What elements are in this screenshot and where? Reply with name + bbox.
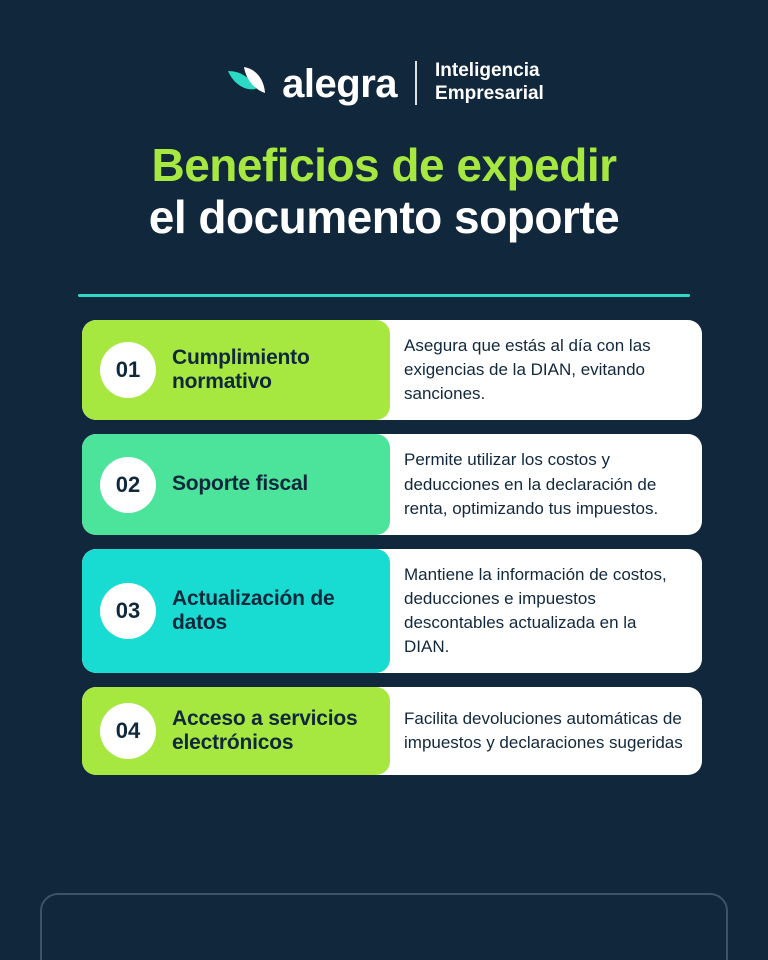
benefit-left-panel — [82, 434, 390, 534]
page-title — [0, 140, 768, 243]
benefit-right-panel — [390, 434, 702, 534]
list-item — [82, 687, 702, 775]
benefit-right-panel — [390, 687, 702, 775]
brand-subtitle-line2: Empresarial — [435, 82, 544, 104]
page-title-line1: Beneficios de expedir — [151, 139, 617, 191]
benefit-number-badge: 01 — [100, 342, 156, 398]
benefit-title: Acceso a servicios electrónicos — [172, 706, 358, 755]
benefit-number-badge: 02 — [100, 457, 156, 513]
bottom-card-placeholder — [40, 893, 728, 960]
benefit-description: Facilita devoluciones automáticas de impuestos y declaraciones sugeridas — [404, 709, 683, 753]
benefit-description: Permite utilizar los costos y deducciones en la declaración de renta, optimizando tus impuestos. — [404, 450, 659, 518]
benefit-description: Asegura que estás al día con las exigencias de la DIAN, evitando sanciones. — [404, 336, 651, 404]
benefit-description: Mantiene la información de costos, deducciones e impuestos descontables actualizada en la DIAN. — [404, 564, 667, 657]
title-underline — [78, 294, 690, 297]
list-item — [82, 434, 702, 534]
benefits-list — [82, 320, 702, 789]
brand-wordmark: alegra — [282, 61, 398, 106]
page-title-line2: el documento soporte — [148, 190, 620, 243]
list-item — [82, 320, 702, 420]
benefit-left-panel — [82, 549, 390, 674]
brand-subtitle-line1: Inteligencia — [435, 60, 540, 81]
benefit-number-badge: 04 — [100, 703, 156, 759]
benefit-title: Actualización de datos — [172, 586, 335, 634]
list-item — [82, 549, 702, 674]
benefit-left-panel — [82, 320, 390, 420]
benefit-title: Cumplimiento normativo — [172, 345, 310, 394]
brand-divider — [415, 61, 417, 105]
benefit-title: Soporte fiscal — [172, 472, 309, 496]
benefit-left-panel — [82, 687, 390, 775]
benefit-right-panel — [390, 549, 702, 674]
alegra-leaf-icon — [224, 63, 270, 103]
brand-subtitle — [435, 60, 544, 106]
brand-header — [0, 60, 768, 106]
benefit-right-panel — [390, 320, 702, 420]
benefit-number-badge: 03 — [100, 583, 156, 639]
